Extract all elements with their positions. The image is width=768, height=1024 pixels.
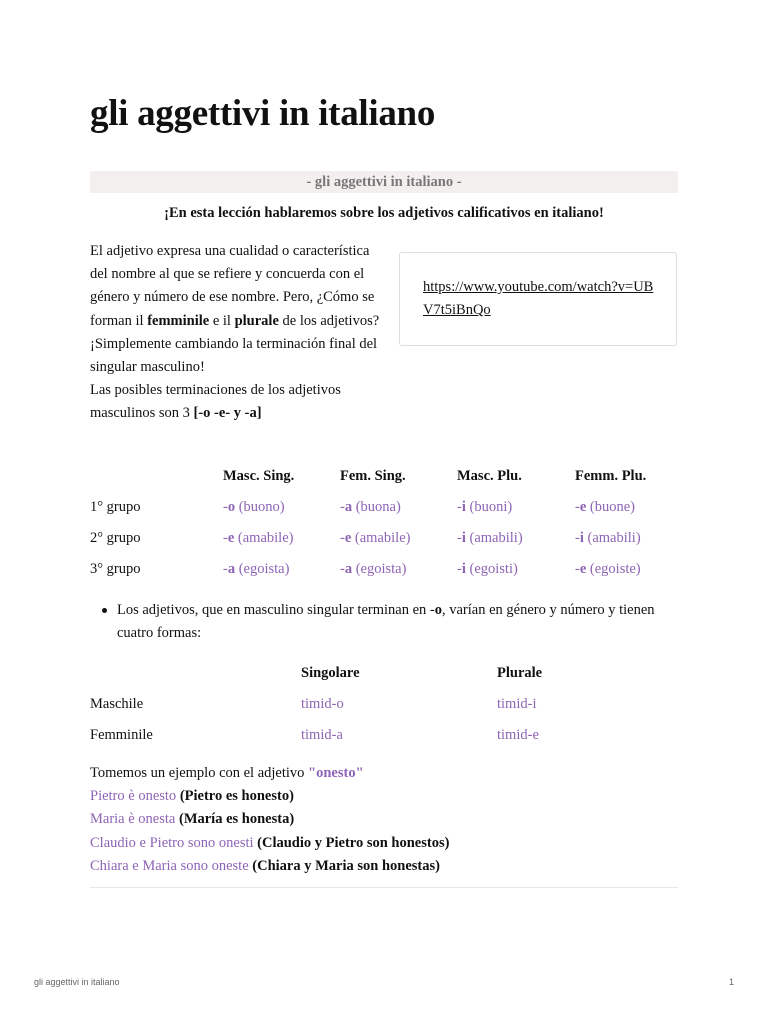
example-line: Pietro è onesto (Pietro es honesto)	[90, 788, 294, 805]
example-block	[90, 762, 678, 878]
ending-cell: -i (amabili)	[575, 530, 641, 546]
form-cell: timid-i	[497, 696, 537, 712]
row-label: Maschile	[90, 696, 144, 712]
paragraph-text: e il	[209, 312, 235, 329]
ending-cell: -i (amabili)	[457, 530, 523, 546]
table-header: Masc. Plu.	[457, 468, 522, 484]
footer-title: gli aggettivi in italiano	[34, 977, 120, 987]
form-cell: timid-e	[497, 727, 539, 743]
ending-cell: -e (egoiste)	[575, 561, 641, 577]
forms-table	[90, 663, 678, 753]
ending-cell: -e (amabile)	[223, 530, 294, 546]
page-number: 1	[728, 977, 734, 987]
table-header: Singolare	[301, 665, 360, 681]
row-label: 3° grupo	[90, 561, 141, 577]
bullet-text: Los adjetivos, que en masculino singular terminan en -o, varían en género y número y tienen cuatro formas:	[117, 602, 655, 641]
table-header: Plurale	[497, 665, 543, 681]
example-word: "onesto"	[308, 765, 364, 781]
intro-text: ¡En esta lección hablaremos sobre los adjetivos calificativos en italiano!	[164, 205, 604, 221]
bold-femminile: femminile	[147, 312, 210, 329]
example-line: Claudio e Pietro sono onesti (Claudio y Pietro son honestos)	[90, 834, 450, 851]
paragraph-text: de los adjetivos? ¡Simplemente cambiando la terminación final del singular masculino!	[90, 312, 380, 376]
table-header: Femm. Plu.	[575, 468, 647, 484]
ending-cell: -a (egoista)	[340, 561, 407, 577]
ending-cell: -e (amabile)	[340, 530, 411, 546]
form-cell: timid-o	[301, 696, 344, 712]
section-banner: - gli aggettivi in italiano -	[90, 171, 678, 193]
ending-cell: -i (egoisti)	[457, 561, 518, 577]
row-label: Femminile	[90, 727, 153, 743]
row-label: 1° grupo	[90, 499, 141, 515]
page-title: gli aggettivi in italiano	[90, 93, 436, 134]
example-line: Maria è onesta (María es honesta)	[90, 811, 295, 828]
paragraph-text: Las posibles terminaciones de los adjetivos masculinos son 3	[90, 382, 341, 422]
example-lead: Tomemos un ejemplo con el adjetivo "onesto"	[90, 765, 364, 781]
ending-cell: -i (buoni)	[457, 499, 513, 515]
ending-cell: -o (buono)	[223, 499, 285, 515]
video-embed-box	[399, 252, 677, 346]
bold-endings: [-o -e- y -a]	[193, 405, 262, 422]
video-link[interactable]: https://www.youtube.com/watch?v=UBV7t5iBnQo	[423, 279, 654, 318]
form-cell: timid-a	[301, 727, 343, 743]
table-header: Fem. Sing.	[340, 468, 406, 484]
row-label: 2° grupo	[90, 530, 141, 546]
bullet-dot	[102, 608, 107, 613]
ending-cell: -e (buone)	[575, 499, 635, 515]
ending-cell: -a (egoista)	[223, 561, 290, 577]
endings-table	[90, 466, 678, 586]
divider	[90, 887, 678, 888]
bold-plurale: plurale	[234, 312, 279, 329]
explanation-paragraph	[90, 240, 380, 426]
example-line: Chiara e Maria sono oneste (Chiara y Maria son honestas)	[90, 857, 440, 874]
paragraph-text: El adjetivo expresa una cualidad o característica del nombre al que se refiere y concuerda con el género y número de ese nombre. Pero, ¿Cómo se forman il	[90, 243, 375, 329]
ending-cell: -a (buona)	[340, 499, 401, 515]
table-header: Masc. Sing.	[223, 468, 295, 484]
